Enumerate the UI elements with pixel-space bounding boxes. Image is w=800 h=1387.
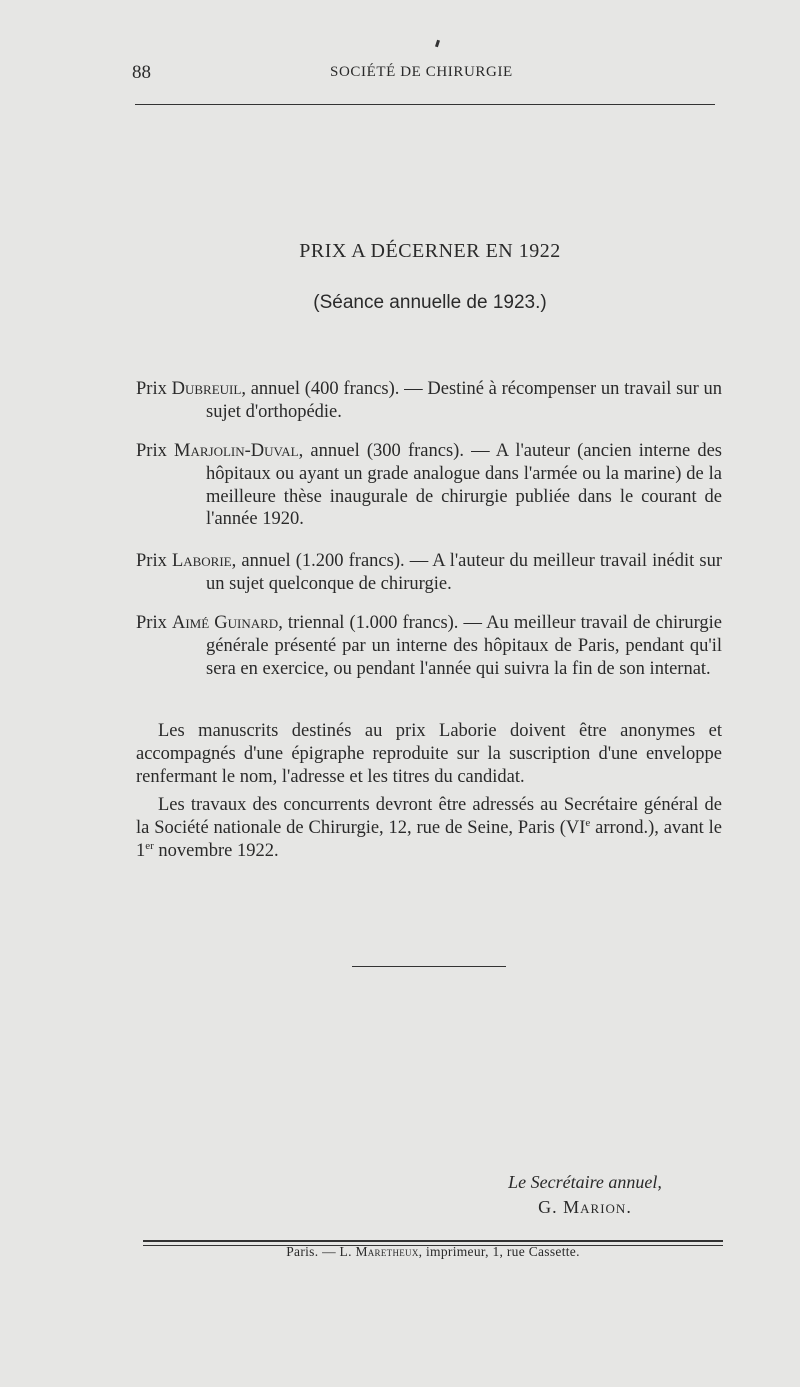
page-title: PRIX A DÉCERNER EN 1922 bbox=[299, 240, 561, 262]
footer-rule bbox=[143, 1240, 723, 1242]
submission-note bbox=[136, 794, 722, 862]
prize-prefix: Prix bbox=[136, 613, 167, 633]
page-number: 88 bbox=[132, 62, 151, 83]
header-rule bbox=[135, 104, 715, 105]
prize-name: Laborie bbox=[171, 551, 232, 571]
signature-name: G. Marion. bbox=[538, 1197, 632, 1217]
prize-description: , annuel (400 francs). — Destiné à récompenser un travail sur un sujet d'orthopédie. bbox=[206, 379, 723, 422]
page-subtitle: (Séance annuelle de 1923.) bbox=[313, 292, 547, 313]
section-divider bbox=[352, 966, 506, 967]
submission-text-2: arrond.), avant le 1 bbox=[136, 817, 722, 861]
prize-prefix: Prix bbox=[136, 441, 167, 461]
ink-speck bbox=[435, 40, 440, 48]
prize-prefix: Prix bbox=[136, 551, 167, 571]
prize-description: , annuel (1.200 francs). — A l'auteur du meilleur travail inédit sur un sujet quelconque de chirurgie. bbox=[206, 551, 722, 594]
prize-entry-laborie bbox=[136, 550, 722, 596]
printer-imprint bbox=[0, 1244, 800, 1260]
imprint-suffix: , imprimeur, 1, rue Cassette. bbox=[418, 1244, 580, 1259]
prize-entry-dubreuil bbox=[136, 378, 722, 424]
prize-name: Dubreuil bbox=[171, 379, 242, 399]
submission-text-3: novembre 1922. bbox=[153, 840, 279, 861]
running-title: SOCIÉTÉ DE CHIRURGIE bbox=[330, 64, 513, 80]
imprint-prefix: Paris. — bbox=[286, 1244, 340, 1259]
prize-entry-aime-guinard bbox=[136, 612, 722, 680]
prize-description: , annuel (300 francs). — A l'auteur (ancien interne des hôpitaux ou ayant un grade analogue dans l'armée ou la marine) de la meilleure thèse inaugurale de chirurgie publiée dans le courant de l'année 1920. bbox=[206, 441, 722, 530]
submission-text-1: Les travaux des concurrents devront être adressés au Secrétaire général de la Société nationale de Chirurgie, 12, rue de Seine, Paris (VI bbox=[136, 795, 722, 838]
manuscripts-note: Les manuscrits destinés au prix Laborie doivent être anonymes et accompagnés d'une épigraphe reproduite sur la suscription d'une enveloppe renfermant le nom, l'adresse et les titres du candidat. bbox=[136, 721, 722, 787]
printer-name: L. Maretheux bbox=[339, 1244, 419, 1259]
prize-prefix: Prix bbox=[136, 379, 167, 399]
signature-title: Le Secrétaire annuel, bbox=[508, 1172, 662, 1192]
prize-entry-marjolin-duval bbox=[136, 440, 722, 531]
prize-name: Marjolin-Duval bbox=[174, 441, 299, 461]
signature-block bbox=[440, 1170, 730, 1220]
prize-description: , triennal (1.000 francs). — Au meilleur travail de chirurgie générale présenté par un interne des hôpitaux de Paris, pendant qu'il sera en exercice, ou pendant l'année qui suivra la fin de son internat. bbox=[206, 613, 723, 679]
superscript: er bbox=[145, 839, 154, 852]
superscript: e bbox=[585, 816, 591, 829]
prize-name: Aimé Guinard bbox=[171, 613, 279, 633]
